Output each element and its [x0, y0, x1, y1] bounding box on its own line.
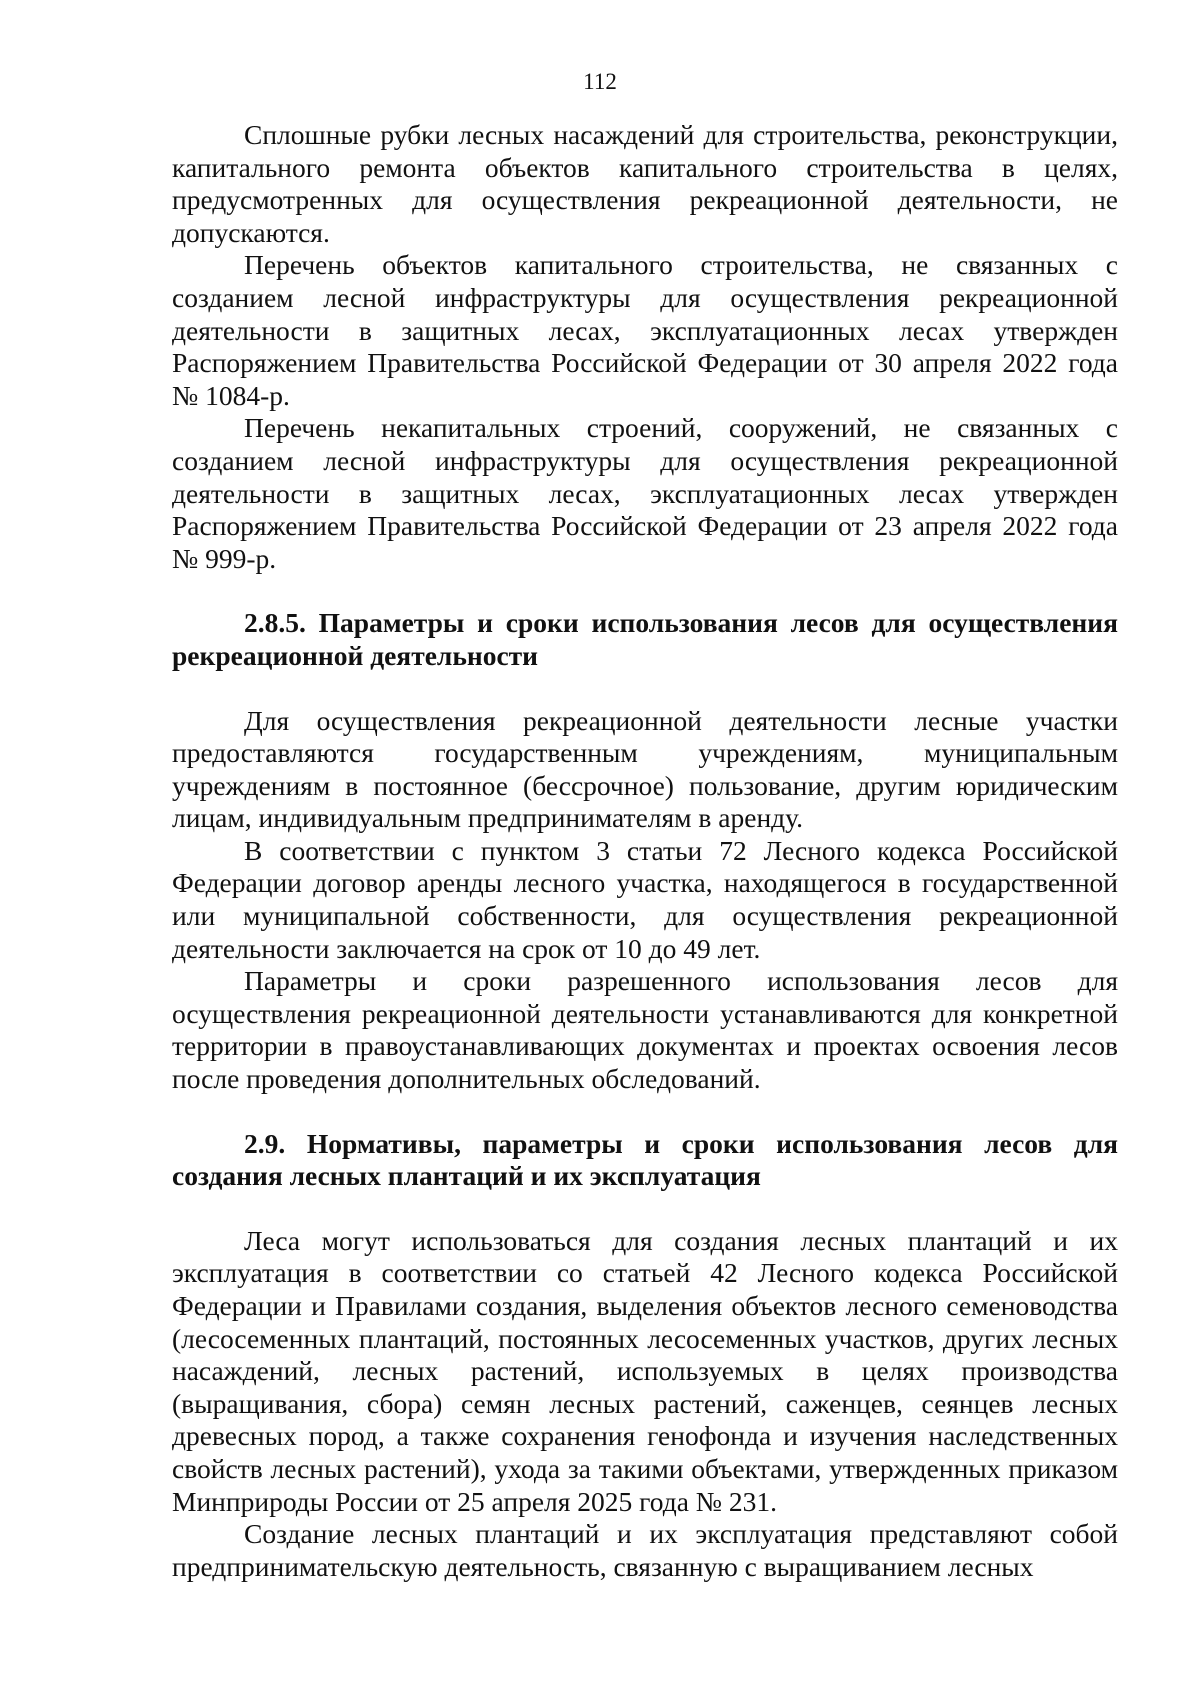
- section-heading-2-8-5: 2.8.5. Параметры и сроки использования лесов для осуществления рекреационной деятельности: [172, 607, 1118, 671]
- paragraph-clear-cutting: Сплошные рубки лесных насаждений для строительства, реконструкции, капитального ремонта объектов капитального строительства в целях, предусмотренных для осуществления рекреационной деятельности, не допускаются.: [172, 119, 1118, 248]
- document-body: [172, 119, 1118, 1583]
- paragraph-parameters-terms: Параметры и сроки разрешенного использования лесов для осуществления рекреационной деятельности устанавливаются для конкретной территории в правоустанавливающих документах и проектах освоения лесов после проведения дополнительных обследований.: [172, 965, 1118, 1095]
- page-number: 112: [583, 69, 617, 94]
- paragraph-forest-plantations: Леса могут использоваться для создания лесных плантаций и их эксплуатация в соответствии со статьей 42 Лесного кодекса Российской Федерации и Правилами создания, выделения объектов лесного семеноводства (лесосеменных плантаций, постоянных лесосеменных участков, других лесных насаждений, лесных растений, используемых в целях производства (выращивания, сбора) семян лесных растений, саженцев, сеянцев лесных древесных пород, а также сохранения генофонда и изучения наследственных свойств лесных растений), ухода за такими объектами, утвержденных приказом Минприроды России от 25 апреля 2025 года № 231.: [172, 1224, 1118, 1517]
- paragraph-noncapital-objects-list: Перечень некапитальных строений, сооружений, не связанных с созданием лесной инфраструктуры для осуществления рекреационной деятельности в защитных лесах, эксплуатационных лесах утвержден Распоряжением Правительства Российской Федерации от 23 апреля 2022 года № 999-р.: [172, 412, 1118, 574]
- paragraph-lease-term: В соответствии с пунктом 3 статьи 72 Лесного кодекса Российской Федерации договор аренды лесного участка, находящегося в государственной или муниципальной собственности, для осуществления рекреационной деятельности заключается на срок от 10 до 49 лет.: [172, 834, 1118, 964]
- paragraph-recreation-provision: Для осуществления рекреационной деятельности лесные участки предоставляются государственным учреждениям, муниципальным учреждениям в постоянное (бессрочное) пользование, другим юридическим лицам, индивидуальным предпринимателям в аренду.: [172, 704, 1118, 834]
- section-heading-2-9: 2.9. Нормативы, параметры и сроки использования лесов для создания лесных плантаций и их эксплуатация: [172, 1127, 1118, 1192]
- paragraph-capital-objects-list: Перечень объектов капитального строительства, не связанных с созданием лесной инфраструктуры для осуществления рекреационной деятельности в защитных лесах, эксплуатационных лесах утвержден Распоряжением Правительства Российской Федерации от 30 апреля 2022 года № 1084-р.: [172, 249, 1118, 411]
- paragraph-plantation-business: Создание лесных плантаций и их эксплуатация представляют собой предпринимательскую деятельность, связанную с выращиванием лесных: [172, 1518, 1118, 1582]
